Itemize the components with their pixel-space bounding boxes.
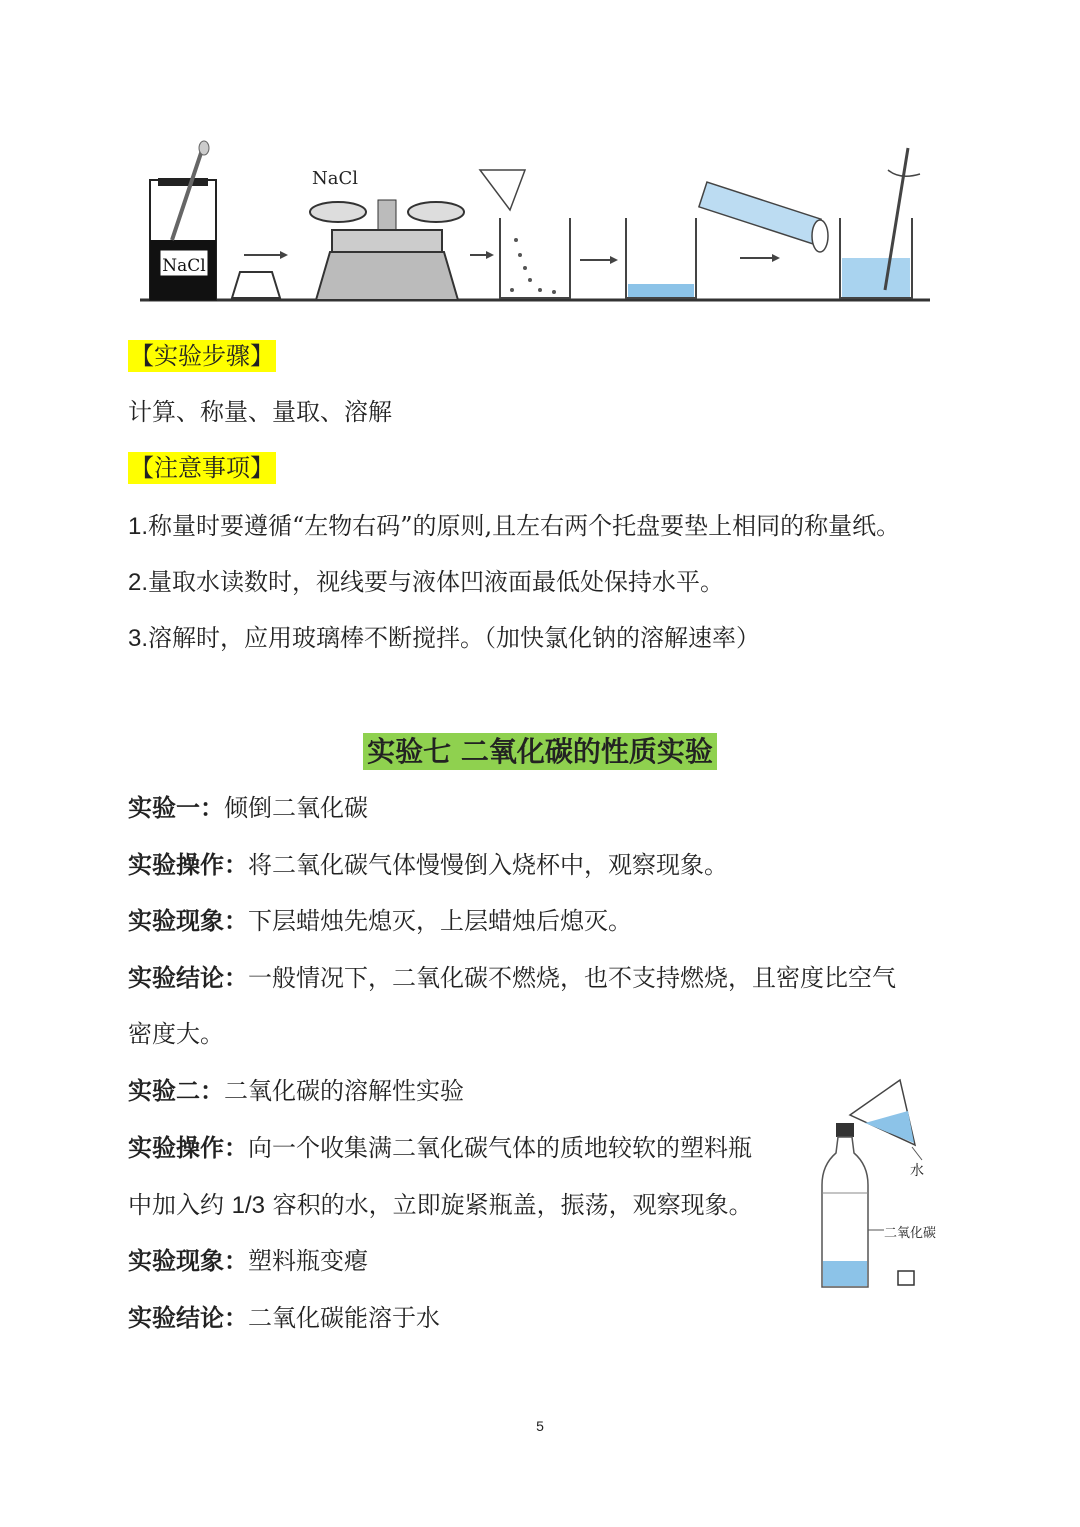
co2-bottle-diagram	[810, 1075, 970, 1295]
exp1-conclusion-cont: 密度大。	[128, 1020, 224, 1048]
exp1-operation: 实验操作：将二氧化碳气体慢慢倒入烧杯中，观察现象。	[128, 851, 728, 879]
co2-label: 二氧化碳	[884, 1226, 937, 1241]
graduated-cylinder-icon	[699, 182, 828, 252]
exp1-conclusion: 实验结论：一般情况下，二氧化碳不燃烧，也不支持燃烧，且密度比空气	[128, 964, 896, 992]
beaker-stirring-icon	[840, 148, 920, 298]
water-cup-icon	[850, 1080, 915, 1145]
steps-heading-text: 【实验步骤】	[130, 342, 274, 370]
exp2-conclusion: 实验结论：二氧化碳能溶于水	[128, 1304, 440, 1332]
exp2-operation: 实验操作：向一个收集满二氧化碳气体的质地较软的塑料瓶	[128, 1134, 752, 1162]
experiment-title-text: 实验七 二氧化碳的性质实验	[363, 733, 717, 770]
exp2-operation-cont: 中加入约 1/3 容积的水，立即旋紧瓶盖，振荡，观察现象。	[128, 1191, 753, 1219]
exp2-phenomenon: 实验现象：塑料瓶变瘪	[128, 1247, 368, 1275]
reagent-jar-icon	[150, 141, 216, 300]
exp2-line: 实验二：二氧化碳的溶解性实验	[128, 1077, 464, 1105]
note-item-1: 1.称量时要遵循“左物右码”的原则,且左右两个托盘要垫上相同的称量纸。	[128, 512, 901, 540]
solution-preparation-diagram	[140, 140, 940, 310]
note-item-3: 3.溶解时，应用玻璃棒不断搅拌。（加快氯化钠的溶解速率）	[128, 624, 761, 652]
beaker-pouring-salt-icon	[480, 170, 570, 298]
steps-text: 计算、称量、量取、溶解	[128, 398, 392, 426]
note-item-2: 2.量取水读数时，视线要与液体凹液面最低处保持水平。	[128, 568, 725, 596]
balance-label: NaCl	[312, 168, 359, 189]
balance-icon	[310, 168, 464, 300]
beaker-water-icon	[626, 218, 696, 298]
experiment-title	[0, 734, 1080, 770]
exp1-line: 实验一：倾倒二氧化碳	[128, 794, 368, 822]
water-label: 水	[910, 1163, 924, 1179]
page-number: 5	[536, 1418, 544, 1434]
notes-heading	[128, 452, 276, 484]
plastic-bottle-icon	[822, 1123, 868, 1287]
exp1-phenomenon: 实验现象：下层蜡烛先熄灭，上层蜡烛后熄灭。	[128, 907, 632, 935]
notes-heading-text: 【注意事项】	[130, 454, 274, 482]
jar-label: NaCl	[162, 256, 206, 276]
steps-heading	[128, 340, 276, 372]
bottle-cap-icon	[898, 1271, 914, 1285]
